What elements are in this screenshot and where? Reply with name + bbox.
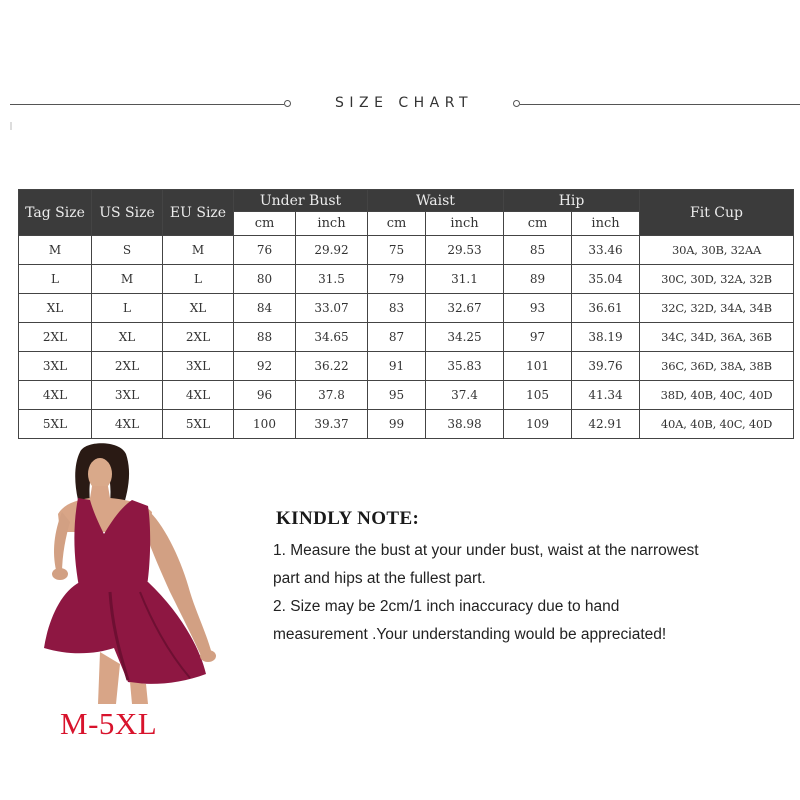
model-photo [40, 442, 225, 704]
cell-hip-inch: 33.46 [572, 236, 640, 265]
cell-us-size: L [92, 294, 163, 323]
cell-waist-inch: 34.25 [426, 323, 504, 352]
table-row [19, 265, 794, 294]
header-ornament-left [284, 100, 291, 107]
header-tag-size: Tag Size [19, 190, 92, 236]
cell-tag-size: L [19, 265, 92, 294]
subheader-hip-cm: cm [504, 212, 572, 236]
header-under-bust: Under Bust [234, 190, 368, 212]
cell-bust-cm: 100 [234, 410, 296, 439]
note-line-2: part and hips at the fullest part. [273, 570, 486, 587]
cell-hip-inch: 41.34 [572, 381, 640, 410]
size-chart-table [18, 189, 794, 439]
cell-eu-size: M [163, 236, 234, 265]
subheader-bust-cm: cm [234, 212, 296, 236]
table-row [19, 410, 794, 439]
subheader-waist-inch: inch [426, 212, 504, 236]
cell-waist-inch: 29.53 [426, 236, 504, 265]
cell-bust-cm: 84 [234, 294, 296, 323]
cell-bust-inch: 34.65 [296, 323, 368, 352]
cell-eu-size: 5XL [163, 410, 234, 439]
cell-waist-inch: 38.98 [426, 410, 504, 439]
cell-hip-inch: 42.91 [572, 410, 640, 439]
cell-hip-cm: 101 [504, 352, 572, 381]
hand-shape [52, 568, 68, 580]
cell-waist-cm: 79 [368, 265, 426, 294]
cell-fit-cup: 30C, 30D, 32A, 32B [640, 265, 794, 294]
cell-bust-cm: 80 [234, 265, 296, 294]
cell-eu-size: 4XL [163, 381, 234, 410]
cell-hip-inch: 35.04 [572, 265, 640, 294]
cell-waist-cm: 91 [368, 352, 426, 381]
cell-bust-cm: 76 [234, 236, 296, 265]
cell-us-size: 4XL [92, 410, 163, 439]
cell-us-size: S [92, 236, 163, 265]
cell-waist-cm: 83 [368, 294, 426, 323]
cell-hip-cm: 109 [504, 410, 572, 439]
subheader-waist-cm: cm [368, 212, 426, 236]
cell-eu-size: XL [163, 294, 234, 323]
hand-shape [200, 650, 216, 662]
table-row [19, 381, 794, 410]
note-title: KINDLY NOTE: [276, 508, 420, 529]
cell-fit-cup: 36C, 36D, 38A, 38B [640, 352, 794, 381]
cell-hip-cm: 85 [504, 236, 572, 265]
cell-bust-inch: 37.8 [296, 381, 368, 410]
cell-tag-size: M [19, 236, 92, 265]
table-row [19, 294, 794, 323]
header-hip: Hip [504, 190, 640, 212]
note-line-1: 1. Measure the bust at your under bust, waist at the narrowest [273, 542, 699, 559]
note-line-4: measurement .Your understanding would be appreciated! [273, 626, 667, 643]
table-row [19, 323, 794, 352]
cell-bust-inch: 31.5 [296, 265, 368, 294]
subheader-bust-inch: inch [296, 212, 368, 236]
page-title: SIZE CHART [334, 95, 474, 111]
table-row [19, 352, 794, 381]
cell-waist-cm: 87 [368, 323, 426, 352]
header-rule-left [10, 104, 284, 105]
cell-bust-inch: 36.22 [296, 352, 368, 381]
size-table-body [19, 236, 794, 439]
cell-tag-size: 5XL [19, 410, 92, 439]
decorative-mark [10, 122, 12, 130]
cell-fit-cup: 40A, 40B, 40C, 40D [640, 410, 794, 439]
cell-fit-cup: 38D, 40B, 40C, 40D [640, 381, 794, 410]
cell-hip-inch: 39.76 [572, 352, 640, 381]
cell-waist-inch: 37.4 [426, 381, 504, 410]
cell-bust-inch: 39.37 [296, 410, 368, 439]
cell-fit-cup: 30A, 30B, 32AA [640, 236, 794, 265]
cell-bust-inch: 33.07 [296, 294, 368, 323]
cell-us-size: 3XL [92, 381, 163, 410]
cell-bust-cm: 88 [234, 323, 296, 352]
cell-hip-cm: 89 [504, 265, 572, 294]
cell-waist-inch: 31.1 [426, 265, 504, 294]
header-eu-size: EU Size [163, 190, 234, 236]
cell-us-size: M [92, 265, 163, 294]
face-shape [88, 458, 112, 490]
cell-waist-cm: 99 [368, 410, 426, 439]
cell-fit-cup: 34C, 34D, 36A, 36B [640, 323, 794, 352]
cell-waist-cm: 75 [368, 236, 426, 265]
cell-us-size: XL [92, 323, 163, 352]
header-us-size: US Size [92, 190, 163, 236]
cell-bust-inch: 29.92 [296, 236, 368, 265]
cell-hip-cm: 105 [504, 381, 572, 410]
cell-hip-inch: 38.19 [572, 323, 640, 352]
cell-waist-cm: 95 [368, 381, 426, 410]
cell-tag-size: XL [19, 294, 92, 323]
cell-eu-size: 2XL [163, 323, 234, 352]
cell-us-size: 2XL [92, 352, 163, 381]
cell-hip-cm: 93 [504, 294, 572, 323]
cell-eu-size: 3XL [163, 352, 234, 381]
cell-bust-cm: 92 [234, 352, 296, 381]
cell-hip-inch: 36.61 [572, 294, 640, 323]
note-line-3: 2. Size may be 2cm/1 inch inaccuracy due to hand [273, 598, 620, 615]
size-range-label: M-5XL [60, 706, 158, 741]
header-ornament-right [513, 100, 520, 107]
header-fit-cup: Fit Cup [640, 190, 794, 236]
subheader-hip-inch: inch [572, 212, 640, 236]
left-arm [54, 512, 70, 574]
cell-tag-size: 3XL [19, 352, 92, 381]
cell-hip-cm: 97 [504, 323, 572, 352]
cell-eu-size: L [163, 265, 234, 294]
cell-waist-inch: 32.67 [426, 294, 504, 323]
table-row [19, 236, 794, 265]
header-waist: Waist [368, 190, 504, 212]
cell-tag-size: 4XL [19, 381, 92, 410]
header-rule-right [520, 104, 800, 105]
cell-waist-inch: 35.83 [426, 352, 504, 381]
cell-tag-size: 2XL [19, 323, 92, 352]
cell-bust-cm: 96 [234, 381, 296, 410]
cell-fit-cup: 32C, 32D, 34A, 34B [640, 294, 794, 323]
